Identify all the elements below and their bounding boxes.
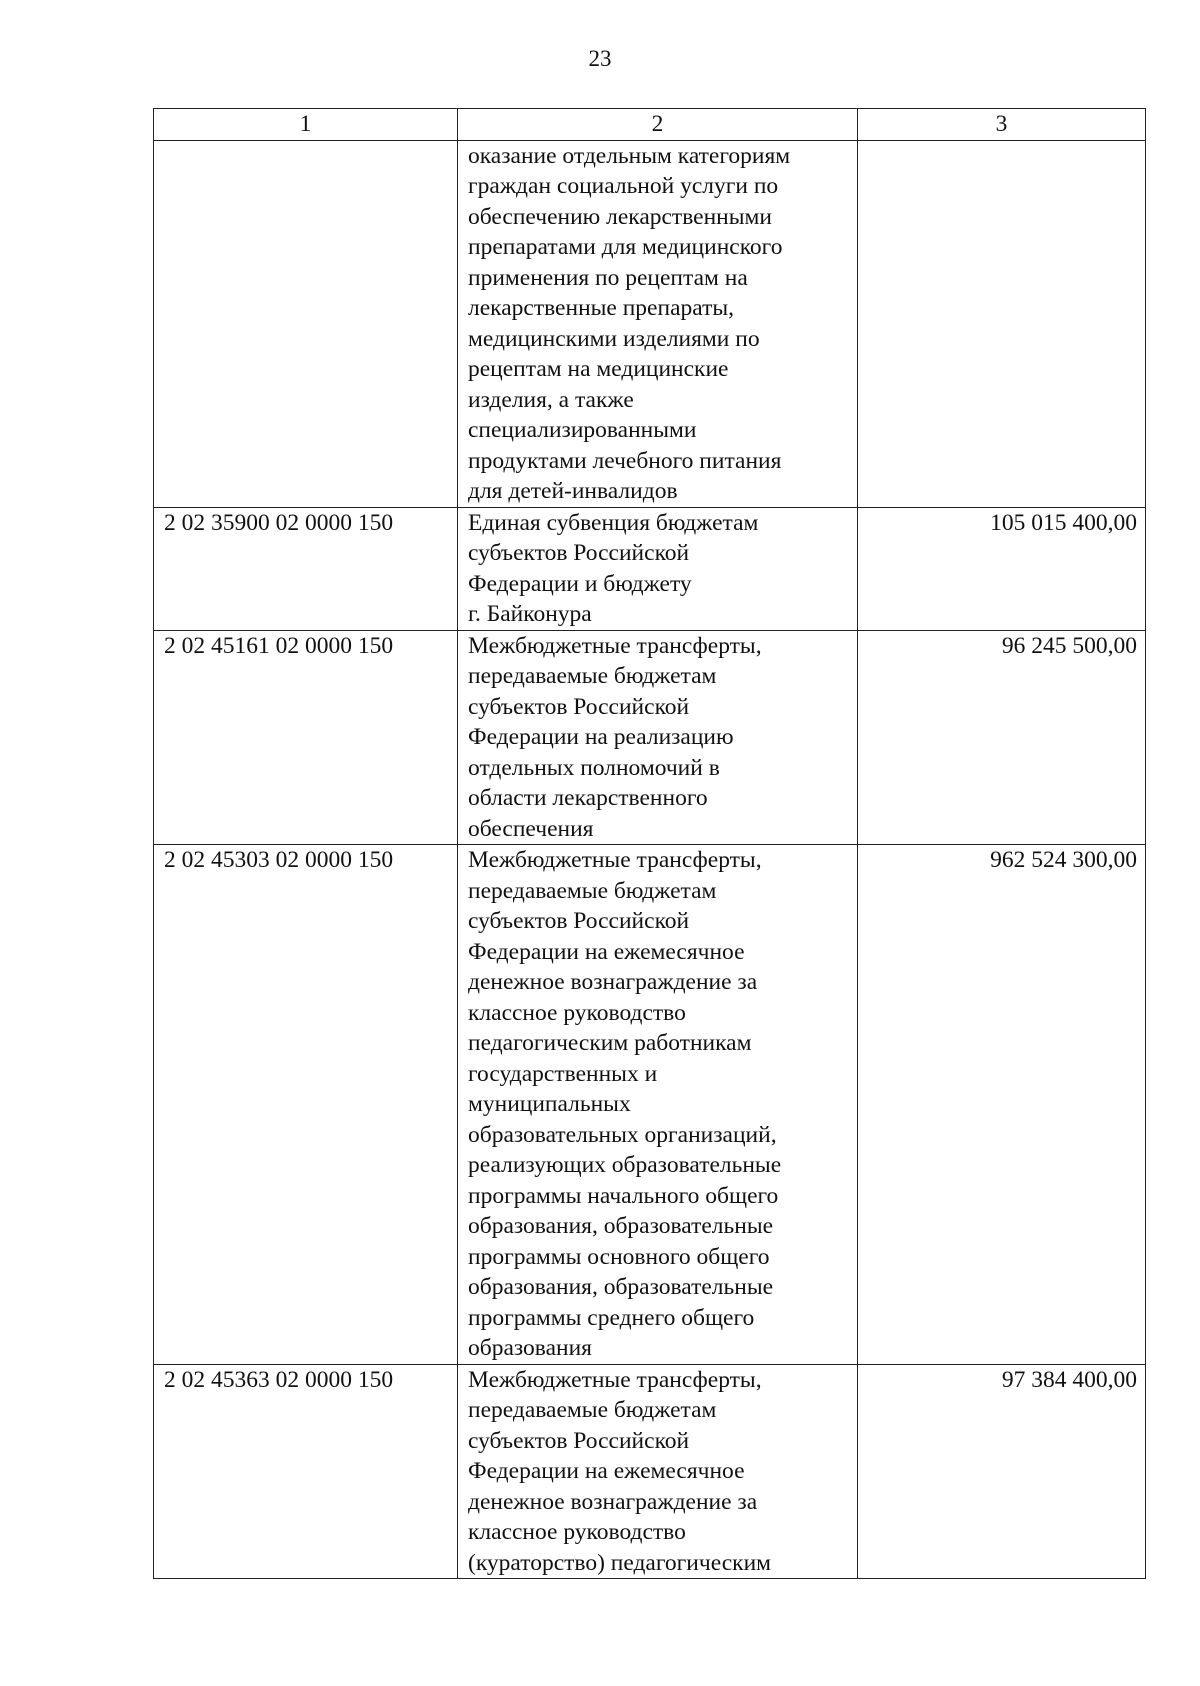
- description-line: Межбюджетные трансферты,: [468, 1366, 762, 1393]
- description-line: г. Байконура: [468, 601, 592, 627]
- budget-code-cell: 2 02 45161 02 0000 150: [154, 630, 458, 845]
- budget-code-cell: 2 02 45363 02 0000 150: [154, 1364, 458, 1579]
- description-line: классное руководство: [468, 999, 686, 1026]
- description-line: Федерации на ежемесячное: [468, 938, 745, 965]
- description-line: препаратами для медицинского: [468, 234, 783, 260]
- description-line: субъектов Российской: [468, 693, 690, 720]
- description-line: образовательных организаций,: [468, 1121, 777, 1148]
- description-line: государственных и: [468, 1060, 658, 1087]
- description-line: передаваемые бюджетам: [468, 1397, 717, 1423]
- description-line: отдельных полномочий в: [468, 754, 720, 781]
- description-line: граждан социальной услуги по: [468, 173, 779, 199]
- description-line: субъектов Российской: [468, 540, 690, 566]
- description-cell: [458, 507, 858, 630]
- amount-cell: 105 015 400,00: [858, 507, 1146, 630]
- table-body: [154, 140, 1146, 1579]
- description-line: Межбюджетные трансферты,: [468, 847, 762, 873]
- table-row: [154, 1364, 1146, 1579]
- amount-cell: 97 384 400,00: [858, 1364, 1146, 1579]
- amount-cell: 96 245 500,00: [858, 630, 1146, 845]
- description-cell: [458, 845, 858, 1365]
- description-cell: [458, 140, 858, 507]
- table-row: [154, 140, 1146, 507]
- description-line: передаваемые бюджетам: [468, 663, 717, 689]
- description-line: для детей-инвалидов: [468, 478, 678, 504]
- description-line: образования, образовательные: [468, 1213, 774, 1239]
- column-header-3: 3: [858, 109, 1146, 141]
- description-line: Межбюджетные трансферты,: [468, 632, 762, 659]
- description-line: изделия, а также: [468, 386, 634, 413]
- description-line: денежное вознаграждение за: [468, 969, 758, 995]
- description-line: лекарственные препараты,: [468, 295, 735, 321]
- description-cell: [458, 630, 858, 845]
- description-line: субъектов Российской: [468, 1427, 690, 1454]
- amount-cell: [858, 140, 1146, 507]
- description-line: муниципальных: [468, 1091, 631, 1117]
- description-line: Федерации на ежемесячное: [468, 1458, 745, 1484]
- description-line: реализующих образовательные: [468, 1152, 782, 1178]
- amount-cell: 962 524 300,00: [858, 845, 1146, 1365]
- table-row: [154, 630, 1146, 845]
- description-line: применения по рецептам на: [468, 264, 748, 291]
- description-line: передаваемые бюджетам: [468, 877, 717, 904]
- budget-code-cell: 2 02 45303 02 0000 150: [154, 845, 458, 1365]
- description-line: классное руководство: [468, 1519, 686, 1545]
- description-line: Единая субвенция бюджетам: [468, 509, 759, 536]
- description-line: медицинскими изделиями по: [468, 325, 760, 352]
- column-header-2: 2: [458, 109, 858, 141]
- description-line: специализированными: [468, 417, 697, 443]
- description-cell: [458, 1364, 858, 1579]
- description-line: программы начального общего: [468, 1182, 779, 1209]
- description-line: денежное вознаграждение за: [468, 1488, 758, 1515]
- budget-table: [153, 108, 1146, 1579]
- description-line: рецептам на медицинские: [468, 356, 729, 382]
- column-header-1: 1: [154, 109, 458, 141]
- table-header-row: [154, 109, 1146, 141]
- description-line: оказание отдельным категориям: [468, 142, 791, 169]
- description-line: программы основного общего: [468, 1243, 770, 1270]
- description-line: педагогическим работникам: [468, 1030, 752, 1056]
- description-line: Федерации и бюджету: [468, 570, 692, 597]
- description-line: обеспечению лекарственными: [468, 203, 772, 230]
- description-line: Федерации на реализацию: [468, 724, 734, 750]
- description-line: образования, образовательные: [468, 1274, 774, 1300]
- budget-code-cell: [154, 140, 458, 507]
- description-line: области лекарственного: [468, 785, 708, 811]
- page-number: 23: [588, 46, 612, 71]
- description-line: (кураторство) педагогическим: [468, 1549, 772, 1576]
- description-line: субъектов Российской: [468, 908, 690, 934]
- budget-code-cell: 2 02 35900 02 0000 150: [154, 507, 458, 630]
- description-line: программы среднего общего: [468, 1304, 755, 1331]
- description-line: образования: [468, 1335, 592, 1361]
- table-row: [154, 507, 1146, 630]
- table-row: [154, 845, 1146, 1365]
- description-line: продуктами лечебного питания: [468, 447, 782, 474]
- description-line: обеспечения: [468, 815, 594, 842]
